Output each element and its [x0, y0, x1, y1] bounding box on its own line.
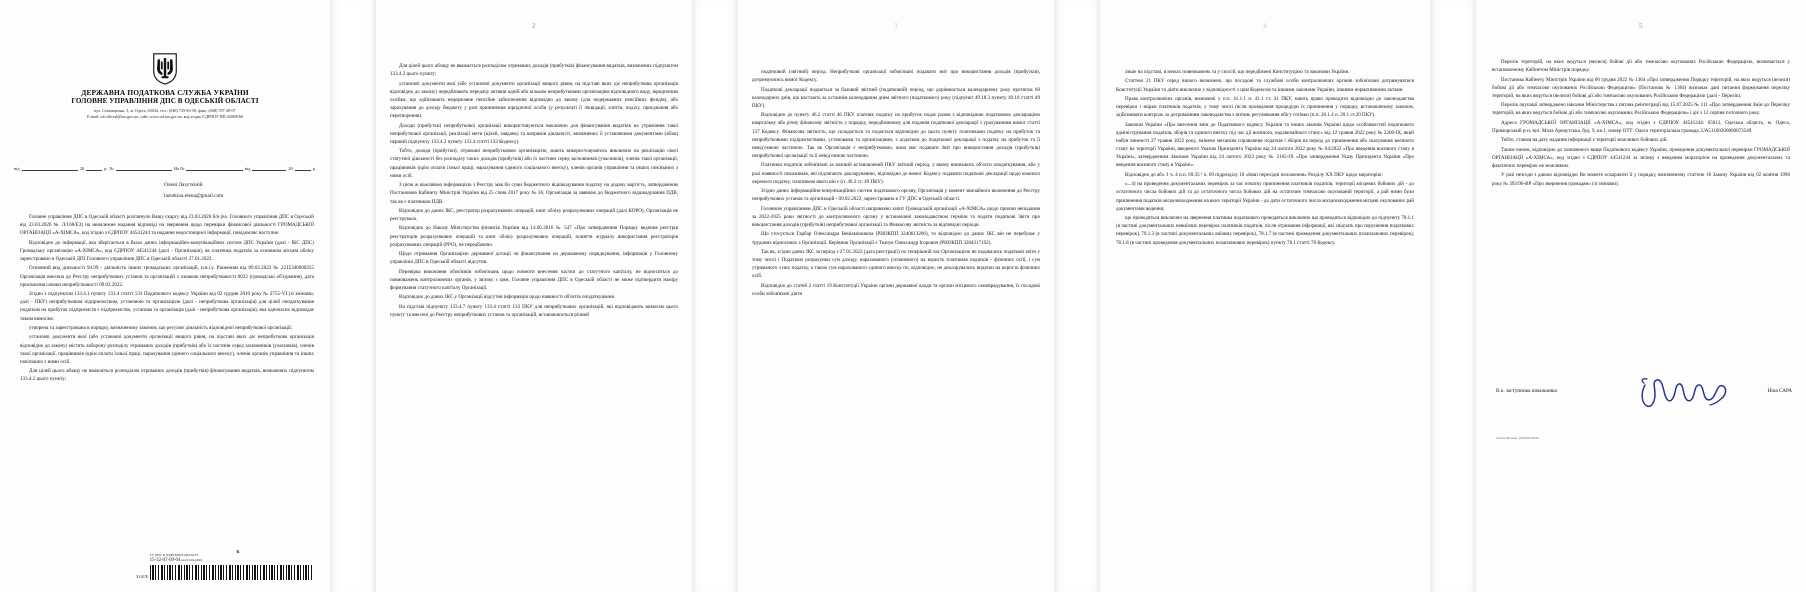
page-4-body [1116, 68, 1414, 248]
paragraph: На підставі підпункту 133.4.7 пункту 133.4 статті 133 ПКУ для неприбуткових організацій, які відповідають вимогам цього пункту та внесені до Реєстру неприбуткових установ та організацій, встановлюється річний [390, 303, 678, 318]
paragraph: Перелік територій, на яких ведуться (велися) бойові дії або тимчасово окупованих Російською Федерацією, визначається у встановленому Кабінетом Міністрів порядку. [1492, 59, 1790, 74]
page-gutter [1430, 0, 1476, 592]
paragraph: Перелік окупації затверджено наказом Міністерства з питань реінтеграції від 15.07.2025 № 111 «Про затвердження Змін до Переліку територій, на яких ведуться бойові дії або тимчасово окупованих Російською Федерацією» і діє з 12 серпня поточного року. [1492, 102, 1790, 117]
paragraph: «...4) на проведення документальних перевірок за час початку припинення платників податків, території місцевих бойових дій - до остаточного числа бойових дій та до остаточного числа бойових дій на остаточне тимчасово окупованій території, а рай ними були припинення податків місцезнаходження на яких території України - до дати остаточного числа місцезнаходження місцеві окупованих рай документами ведення; [1116, 181, 1414, 212]
paragraph: Відповідно до статей 2 статті 19 Конституції України органи державної влади та органи місцевого самоврядування, їх посадові особи зобов'язані діяти [752, 282, 1040, 297]
document-page-4[interactable] [1100, 0, 1430, 592]
executor-info: Олена Женюк, (048)7056032 [1496, 436, 1539, 440]
ref-year-label: 20 [79, 166, 85, 171]
document-page-1[interactable] [0, 0, 330, 592]
signature-block [1496, 382, 1792, 412]
paragraph: Адреса ГРОМАДСЬКОЇ ОРГАНІЗАЦІЇ «А-ХІМСА», код згідно з ЄДРПОУ 44541244: 65012, Одеська область, м. Одеса, Приморський р-н, вул. Мала Арнаутська, буд. 9, кв.1, номер ОТТ: Одеса територіальна громада, UA51100200000073549. [1492, 119, 1790, 134]
document-page-2[interactable] [376, 0, 692, 592]
paragraph: Для цілей цього абзацу не вважається розподілом отриманих доходів (прибутків) фінансування видатків, визначених підпунктом 133.4.2 цього пункту; [390, 63, 678, 78]
paragraph: Тобто, доходи (прибутки), отримані неприбутковою організацією, мають використовуватись виключно на реалізацію своєї статутної діяльності без розподілу таких доходів (прибутків) або їх частини серед засновників (учасників), членів такої організації, працівників (крім оплати їхньої праці, нарахування єдиного соціального внеску), членів органів управління та інших пов'язаних з ними осіб. [390, 148, 678, 179]
paragraph: Тобто, станом на дату надання інформації є території можливих бойових дій. [1501, 137, 1668, 144]
letterhead [14, 52, 316, 120]
addressee-name: Олені Лазуткіній [164, 182, 203, 188]
paragraph: Відповідно до даних ІКС у Організації відсутня інформація щодо наявності об'єктів оподаткування. [399, 294, 616, 301]
stamp-index: 314/Л/ [136, 574, 149, 579]
page-gutter [330, 0, 376, 592]
paragraph: Відповідно до пункту 46.2 статті 46 ПКУ платник податку на прибуток подає разом з відповідною податковою декларацією квартальну або річну фінансову звітність у порядку, передбаченому для подання податкової декларації з урахуванням вимог статті 137 Кодексу. Фінансова звітність, що складається та подається відповідно до цього пункту платниками податку на прибуток та неприбутковими підприємствами, установами та організаціями, є додатком до податкової декларації з податку на прибуток та її невід'ємною частиною. Так як Організація є неприбутковою, вона має подавати Звіт про використання доходів (прибутків) неприбуткової організації та її невід'ємною частиною. [752, 112, 1040, 160]
paragraph: Що стосується Гарбар Олександра Веніаміновича (РНОКПП 3240613206), то відповідно до даних ІКС він не перебуває у трудових відносинах з Організації. Керівник Організації є Ткачук Олександр Ігорович (РНОКПП 3284317192). [752, 231, 1040, 246]
page-5-body [1492, 58, 1790, 189]
paragraph: Права контролюючих органів, визначені у п.п. 41.1.1 п. 41.1 ст. 41 ПКУ, мають право проводити відповідно до законодавства перевірки і звірки платників податків, у тому числі після проведення процедури їх припинення у порядку, встановленому законом, здійснювати контроль за дотриманням законодавства з питань регулювання обігу готівки (п.п. 20.1.4 п. 20.1 ст.20 ПКУ). [1116, 95, 1414, 119]
ref-year2-label: 20 [288, 166, 293, 171]
reference-line [14, 163, 316, 171]
paragraph: Відповідно до Наказу Міністерства фінансів України від 14.06.2016 № 547 «Про затвердження Порядку ведення реєстрів реєстраторів розрахункових операцій та книг обліку розрахункових операцій, поняття журналу використання реєстраторів розрахункових операцій (РРО), не передбачено. [390, 225, 678, 248]
page-number-2: 2 [532, 22, 536, 30]
ukraine-trident-coat-of-arms-icon [152, 52, 178, 85]
paragraph: Головним управлінням ДПС в Одеській області направлено запит Громадській організації «А-ХІМСА» щодо причин неподання за 2022-2025 роки звітності до контролюючого органу у встановлені законодавством терміни та подати податкові Звіти про використання доходів (прибутків) неприбуткової організації та Фінансову звітність за відповідні періоди. [752, 205, 1040, 229]
paragraph: Податкові декларації подаються за базовий звітний (податковий) період, що дорівнюється календарному року протягом 60 календарних днів, що настають за останнім календарним днем звітного (податкового) року (підпункт 49.18.3 пункту 49.18 статті 49 ПКУ). [752, 86, 1040, 109]
ref-r2-label: р. [312, 166, 316, 171]
paragraph: Перевірка виконання обов'язків зобов'язань щодо повноти внесення частки до статутного капіталу, не відноситься до повноважень контролюючих органів, у зв'язку з цим, Головне управління ДПС в Одеській області не може підтвердити наміру формування статутного капіталу Організації. [390, 268, 678, 291]
paragraph: Відповідно до абз. 1 ч. 4 п.п. 69.35 ¹ п. 69 підрозділу 10 «Інші перехідні положення» Розділу XX ПКУ щодо мораторію: [1125, 171, 1383, 178]
org-name-line2: ГОЛОВНЕ УПРАВЛІННЯ ДПС В ОДЕСЬКІЙ ОБЛАСТІ [71, 97, 259, 106]
ref-from-label: від [14, 166, 20, 171]
barcode-graphic [150, 565, 312, 580]
paragraph: У разі незгоди з даною відповіддю Ви можете оскаржити її у порядку, визначеному статтею 16 Закону України від 02 жовтня 1996 року № 393/96-ВР «Про звернення громадян» (зі змінами). [1492, 172, 1790, 187]
paragraph: Так як, згідно даних ІКС за період з 27.01.2022 (дата реєстрації) по теперішній час Організацією не подавались податкові звіти у тому числі і Податкові розрахунки сум доходу, нарахованого (сплаченого) на користь платників податків - фізичних осіб, і сум утриманого з них податку, а також сум нарахованого єдиного внеску по, відповідно, не декларувались видатки на користь фізичних осіб. [752, 248, 1040, 280]
page-3-body [752, 68, 1040, 299]
paragraph: податковий (звітний) період. Неприбуткові організації зобов'язані подавати звіт про використання доходів (прибутків), дотримуючись вимог Кодексу. [752, 69, 1040, 84]
addressee-block [164, 180, 314, 201]
paragraph: З цією ж важливою інформацією з Реєстру мав би суми бюджетного відшкодування податку на додану вартість, затвердженим Постановою Кабінету Міністрів України від 25 січня 2017 року № 36, Організація за заявкою до бюджетного відшкодування ПДВ, так як є платником ПДВ. [390, 182, 678, 205]
page-number-4: 4 [1263, 22, 1267, 30]
paragraph: Платники податків зобов'язані за кожний встановлений ПКУ звітний період, у якому виникають об'єкти оподаткування, або у разі наявності показників, які підлягають декларуванню, відповідно до вимог Кодексу подавати податкові декларації щодо кожного окремого податку, платником якого він є (п. 49.2 ст. 49 ПКУ). [752, 162, 1040, 185]
paragraph: Згідно з підпунктом 133.4.1 пункту 133.4 статті 133 Податкового кодексу України від 02 грудня 2010 року № 2755-VI (зі змінами, далі - ПКУ) неприбутковим підприємством, установою та організацією (далі - неприбуткова організація) для цілей оподаткування податком на прибуток підприємств є підприємство, установа та організація (далі - неприбуткова організація), яка одночасно відповідає таким вимогам: [20, 291, 314, 322]
paragraph: Щодо отримання Організацією державної дотації чи фінансування на державному порядкування, інформація у Головному управлінні ДПС в Одеській області відсутня. [390, 251, 678, 266]
registration-stamp [136, 549, 312, 580]
stamp-letter-k: К [236, 549, 240, 555]
signatory-name: Ніна САРА [1767, 388, 1792, 394]
ref-no-label: № [109, 166, 114, 171]
paragraph: Основний вид діяльності 94.99 - діяльність інших громадських організацій, н.в.і.у. Рішенням від 09.02.2022 № 2215346000255 Організація внесена до Реєстру неприбуткових установ та організацій з ознакою неприбутковості 0032 (громадські об'єднання), дата присвоєння ознаки неприбутковості 09.02.2022. [20, 265, 314, 288]
stamp-code-main: 15-32-07-09-04 [149, 557, 181, 564]
paragraph: Таким чином, відповідно до зазначеного вище Податкового кодексу України, проведення документальної перевірки ГРОМАДСЬКОЇ ОРГАНІЗАЦІЇ «А-ХІМСА», код згідно з ЄДРПОУ 44541244 за зв'язку з введеним мораторієм на проведення документальних та фактичних перевірок не можливим. [1492, 146, 1790, 169]
signatory-role: В.о. заступника начальника [1496, 388, 1557, 394]
page-1-body [20, 213, 314, 385]
org-name-line1: ДЕРЖАВНА ПОДАТКОВА СЛУЖБА УКРАЇНИ [81, 88, 249, 97]
paragraph: установчі документи якої (або установчі документи організації вищого рівня, на підставі яких діє неприбуткова організація відповідно до закону) передбачають передачу активів одній або кільком неприбутковим організаціям відповідного виду, юридичним особам, що здійснюють недержавне пенсійне забезпечення відповідно до закону (для недержавних пенсійних фондів), або зарахування до доходу бюджету у разі припинення юридичної особи (у результаті її ліквідації, злиття, поділу, приєднання або перетворення). [390, 80, 678, 120]
ref-r-label: р. [104, 166, 108, 171]
ref-on-no-label: На № [174, 166, 185, 171]
paragraph: лише на підставі, в межах повноважень та у спосіб, що передбачені Конституцією та законами України. [1125, 69, 1350, 75]
paragraph: установчі документи якої (або установчі документи організації вищого рівня, на підставі яких діє неприбуткова організація відповідно до закону) містять заборону розподілу отриманих доходів (прибутків) або їх частини серед засновників (учасників), членів такої організації, працівників (крім оплати їхньої праці, нарахування єдиного соціального внеску), членів органів управління та інших пов'язаних з ними осіб. [20, 334, 314, 365]
document-page-5[interactable] [1476, 0, 1806, 592]
paragraph: Відповідно до інформації, яка зберігається в базах даних інформаційно-комунікаційних систем ДПС України (далі - ІКС ДПС) Громадську організацію «А-ХІМСА», код ЄДРПОУ 44541244 (далі - Організація), як платника податків за основним місцем обліку зареєстровано в Одеській ДПІ Головного управління ДПС в Одеській області 27.01.2022. [20, 239, 314, 263]
addressee-email: lazutkina.elena@gmail.com [164, 192, 224, 199]
paragraph: Згідно даних інформаційно-комунікаційних систем податкового органу, Організація у момент звичайного включення до Реєстру неприбуткових установ та організацій - 09.02.2022, зареєстрована в ГУ ДПС в Одеській області. [752, 188, 1040, 203]
page-number-5: 5 [1639, 22, 1643, 30]
stamp-code-date: від 03.04.2026 [181, 558, 202, 563]
page-number-3: 3 [894, 22, 898, 30]
org-address: вул. Семінарська, 5, м. Одеса, 65044, тел.: (048) 725-83-58, факс: (048) 707-28-07 [94, 107, 236, 113]
document-page-3[interactable] [738, 0, 1054, 592]
paragraph: Для цілей цього абзацу не вважається розподілом отриманих доходів (прибутків) фінансування видатків, визначених підпунктом 133.4.2 цього пункту; [20, 368, 314, 383]
paragraph: що проводяться виключно на звернення платника податкового проводяться виключно що проводяться відповідно до підпункту 78.1.1 (в частині документальних невиїзних перевірок платників податків, після отримання інформації, які свідчать про порушення податкових перевірок), 78.1.3 (в частині документальних виїзних перевірок), 78.1.7 (в частині проведення документальних позапланових перевірок), 78.1.8 (в частині проведення документальних позапланових перевірок) пункту 78.1 статті 78 Кодексу. [1116, 215, 1414, 246]
stamp-code-top: ГУ ДПС В ОДЕСЬКІЙ ОБЛАСТІ [149, 553, 199, 558]
ref-from2-label: від [244, 166, 251, 171]
paragraph: Головне управління ДПС в Одеській області розглянуло Вашу скаргу від 23.03.2026 б/н (вх. Головного управління ДПС в Одеській від 23.03.2026 № Л/168/ЕЗ) на неналежне надання відповіді на звернення щодо перевірки фінансової діяльності ГРОМАДСЬКОЇ ОРГАНІЗАЦІЇ «А-ХІМСА», код згідно з ЄДРПОУ 44541244 та надання недостовірної інформації, повідомляє наступне. [20, 214, 314, 237]
paragraph: Статтею 21 ПКУ серед іншого визначено, що посадові та службові особи контролюючих органів зобов'язані дотримуватися Конституції України та діяти виключно у відповідності з цим Кодексом та іншими законами України, іншими нормативними актами. [1116, 78, 1414, 93]
paragraph: Відповідно до даних ІКС, реєстратор розрахункових операцій, книг обліку розрахункових операцій (далі КОРО), Організація не реєструвала. [390, 207, 678, 223]
org-contacts: E-mail: od.official@tax.gov.ua, сайт: www.od.tax.gov.ua, код згідно ЄДРПОУ ВП 44069166 [86, 114, 244, 120]
page-gutter [1054, 0, 1100, 592]
page-gutter [692, 0, 738, 592]
paragraph: Постанова Кабінету Міністрів України від 06 грудня 2022 № 1364 «Про затвердження Порядку територій, на яких ведуться (велися) бойові дії або тимчасово окупованих Російською Федерацією» (Постанова № 1364) визначає дані питання формування переліку територій, на яких ведуться (велися) бойові дії або тимчасово окупованих Російською Федерацією (далі - Перелік). [1492, 76, 1790, 99]
page-2-body [390, 62, 678, 320]
paragraph: утворена та зареєстрована в порядку, визначеному законом, що регулює діяльність відповідної неприбуткової організації; [29, 324, 293, 331]
handwritten-signature-icon [1557, 382, 1768, 412]
paragraph: Законом України «Про внесення змін до Податкового кодексу України та інших законів України щодо особливостей податкового адміністрування податків, зборів та єдиного внеску під час дії воєнного, надзвичайного стану» від 12 травня 2022 року № 2260-IX, який набув чинності 27 травня 2022 року, змінено механізм справляння податків і зборів на період до припинення або скасування воєнного стану на території України, введеного Указом Президента України від 24 лютого 2022 року № 64/2022 «Про введення воєнного стану в Україні», затвердженим Законом України від 24 лютого 2022 року № 2102-IX «Про затвердження Указу Президента України «Про введення воєнного стану в Україні». [1116, 121, 1414, 169]
paragraph: Доходи (прибутки) неприбуткової організації використовуються виключно для фінансування видатків на утримання такої неприбуткової організації, реалізації мети (цілей, завдань) та напрямів діяльності, визначених її установчими документами (абзац перший підпункту 133.4.2 пункту 133.4 статті 133 Кодексу). [390, 122, 678, 145]
